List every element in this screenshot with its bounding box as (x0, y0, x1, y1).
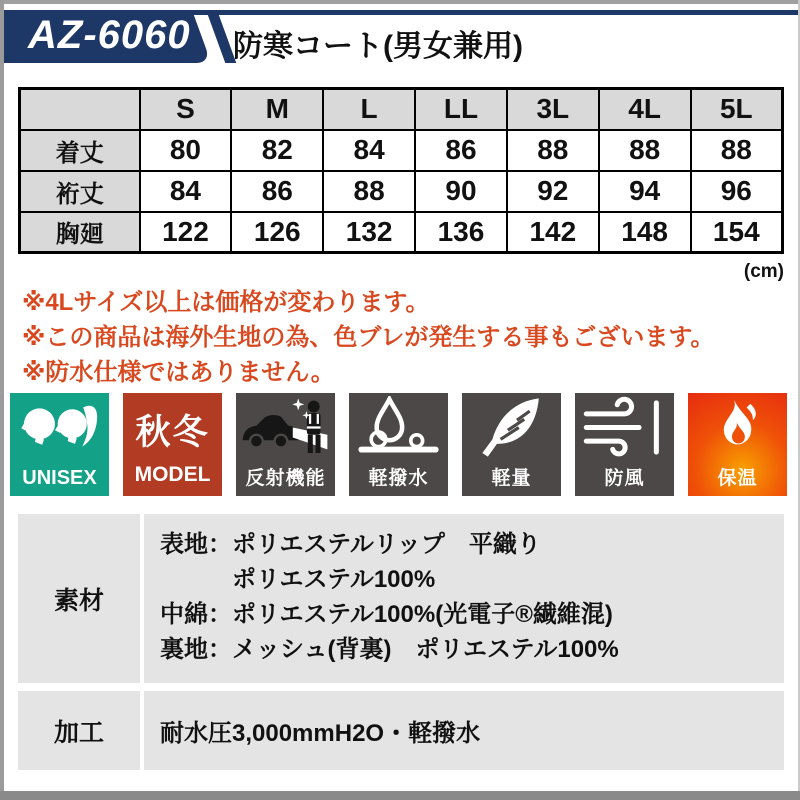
size-col-header: L (323, 89, 415, 130)
feature-label: 軽量 (491, 468, 532, 489)
feature-label: 反射機能 (245, 468, 326, 489)
spec-line: 中綿：ポリエステル100%(光電子®繊維混) (160, 601, 613, 628)
size-col-header: LL (415, 89, 507, 130)
size-col-header: M (231, 89, 323, 130)
size-value: 142 (507, 212, 599, 253)
spec-content-material (144, 514, 784, 683)
size-table-header-row (20, 89, 783, 130)
page-title: 防寒コート(男女兼用) (233, 30, 523, 63)
product-code-banner (4, 10, 254, 63)
spec-line: ポリエステル100% (232, 566, 436, 593)
spec-line: 耐水圧3,000mmH2O・軽撥水 (160, 720, 481, 747)
size-col-header: 5L (691, 89, 783, 130)
size-value: 126 (231, 212, 323, 253)
size-value: 92 (507, 171, 599, 212)
water-drop-icon (353, 396, 444, 459)
note-line: ※4Lサイズ以上は価格が変わります。 (22, 289, 430, 316)
row-label: 裄丈 (20, 171, 140, 212)
size-value: 86 (231, 171, 323, 212)
material-spec-row (18, 514, 784, 683)
table-row (20, 130, 783, 171)
flame-icon (692, 396, 783, 459)
size-corner-cell (20, 89, 140, 130)
spec-label-process: 加工 (18, 691, 140, 770)
size-col-header: 3L (507, 89, 599, 130)
size-value: 132 (323, 212, 415, 253)
season-label: 秋冬 (135, 413, 210, 452)
feature-tile-reflective (236, 393, 335, 496)
model-label: MODEL (134, 463, 211, 486)
feature-tile-unisex (10, 393, 109, 496)
size-col-header: 4L (599, 89, 691, 130)
product-code: AZ-6060 (28, 13, 191, 57)
feature-tile-heat-retention (688, 393, 787, 496)
feature-label: 保温 (717, 468, 758, 489)
size-value: 148 (599, 212, 691, 253)
size-value: 84 (140, 171, 232, 212)
size-value: 122 (140, 212, 232, 253)
spec-line: 表地：ポリエステルリップ 平織り (160, 531, 541, 558)
size-table (18, 87, 784, 254)
male-female-heads-icon (14, 396, 105, 459)
row-label: 着丈 (20, 130, 140, 171)
size-col-header: S (140, 89, 232, 130)
table-row (20, 171, 783, 212)
size-value: 84 (323, 130, 415, 171)
size-value: 88 (599, 130, 691, 171)
size-value: 154 (691, 212, 783, 253)
spec-label-material: 素材 (18, 514, 140, 683)
note-line: ※この商品は海外生地の為、色ブレが発生する事もございます。 (22, 324, 715, 351)
warning-notes (22, 285, 714, 390)
size-value: 82 (231, 130, 323, 171)
feather-icon (466, 396, 557, 459)
frame-edge-bottom (0, 791, 800, 800)
size-value: 88 (507, 130, 599, 171)
size-value: 94 (599, 171, 691, 212)
size-value: 90 (415, 171, 507, 212)
feature-icon-row (10, 393, 794, 496)
process-spec-row (18, 691, 784, 770)
feature-tile-windproof (575, 393, 674, 496)
feature-label: UNISEX (22, 467, 97, 489)
frame-edge-top (0, 0, 800, 4)
spec-line: 裏地：メッシュ(背裏) ポリエステル100% (160, 636, 619, 663)
feature-label: 軽撥水 (368, 468, 429, 489)
banner-stripe (206, 10, 236, 63)
size-value: 86 (415, 130, 507, 171)
feature-label: 防風 (604, 468, 645, 489)
size-value: 88 (323, 171, 415, 212)
car-reflection-icon (240, 396, 331, 459)
size-value: 80 (140, 130, 232, 171)
feature-tile-lightweight (462, 393, 561, 496)
table-row (20, 212, 783, 253)
unit-label: (cm) (743, 261, 784, 282)
wind-icon (579, 396, 670, 459)
row-label: 胸廻 (20, 212, 140, 253)
size-value: 88 (691, 130, 783, 171)
spec-content-process (144, 691, 784, 770)
frame-edge-left (0, 0, 4, 800)
feature-tile-autumn-winter (123, 393, 222, 496)
size-value: 136 (415, 212, 507, 253)
feature-tile-water-repellent (349, 393, 448, 496)
size-value: 96 (691, 171, 783, 212)
note-line: ※防水仕様ではありません。 (22, 359, 335, 386)
